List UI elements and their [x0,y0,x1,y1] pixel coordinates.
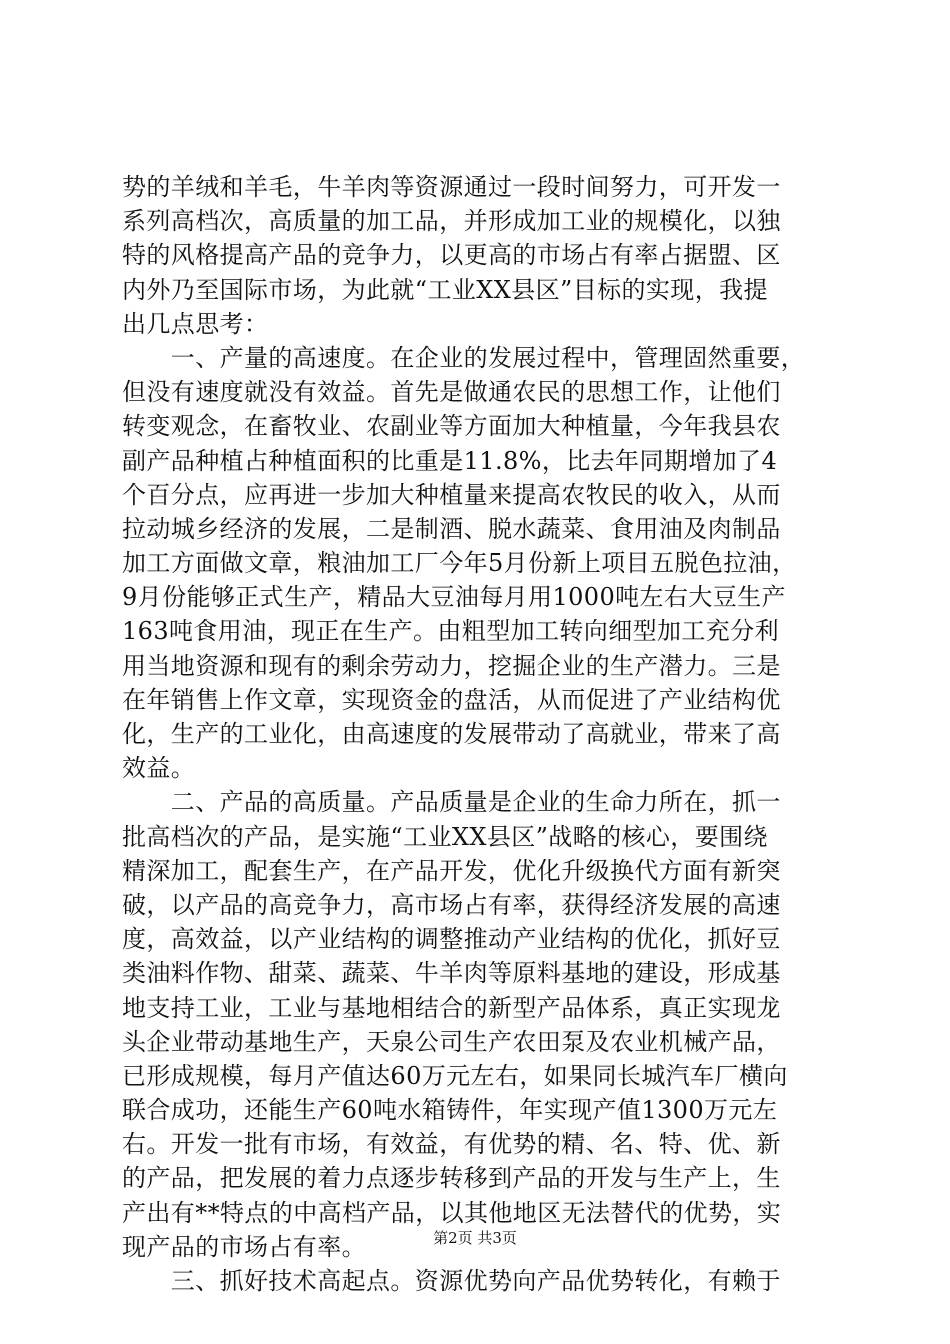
text-line: 个百分点，应再进一步加大种植量来提高农牧民的收入，从而 [122,480,781,509]
text-line: 三、抓好技术高起点。资源优势向产品优势转化，有赖于 [122,1267,781,1295]
text-line: 用当地资源和现有的剩余劳动力，挖掘企业的生产潜力。三是 [122,651,781,680]
text-line: 特的风格提高产品的竞争力，以更高的市场占有率占据盟、区 [122,241,781,270]
text-line: 精深加工，配套生产，在产品开发，优化升级换代方面有新突 [122,856,781,885]
text-line: 产出有**特点的中高档产品，以其他地区无法替代的优势，实 [122,1198,782,1227]
text-line: 系列高档次，高质量的加工品，并形成加工业的规模化，以独 [122,207,781,236]
text-line: 副产品种植占种植面积的比重是11.8%，比去年同期增加了4 [122,446,778,475]
text-line: 内外乃至国际市场，为此就“工业XX县区”目标的实现，我提 [122,275,768,304]
text-line: 一、产量的高速度。在企业的发展过程中，管理固然重要， [122,343,806,372]
text-line: 批高档次的产品，是实施“工业XX县区”战略的核心，要围绕 [122,822,768,851]
text-line: 的产品，把发展的着力点逐步转移到产品的开发与生产上，生 [122,1164,781,1193]
text-line: 地支持工业，工业与基地相结合的新型产品体系，真正实现龙 [122,993,781,1022]
text-line: 类油料作物、甜菜、蔬菜、牛羊肉等原料基地的建设，形成基 [122,959,781,988]
page-footer: 第2页 共3页 [433,1229,517,1247]
text-line: 已形成规模，每月产值达60万元左右，如果同长城汽车厂横向 [122,1061,788,1090]
text-line: 但没有速度就没有效益。首先是做通农民的思想工作，让他们 [122,378,781,407]
text-line: 化，生产的工业化，由高速度的发展带动了高就业，带来了高 [122,720,781,748]
text-line: 加工方面做文章，粮油加工厂今年5月份新上项目五脱色拉油， [122,549,797,578]
document-body [122,170,842,1298]
text-line: 拉动城乡经济的发展，二是制酒、脱水蔬菜、食用油及肉制品 [122,514,781,543]
text-line: 转变观念，在畜牧业、农副业等方面加大种植量，今年我县农 [122,412,781,441]
text-line: 出几点思考： [122,309,269,338]
text-line: 联合成功，还能生产60吨水箱铸件，年实现产值1300万元左 [122,1096,778,1125]
text-line: 右。开发一批有市场，有效益，有优势的精、名、特、优、新 [122,1130,781,1159]
text-line: 现产品的市场占有率。 [122,1232,366,1261]
text-line: 势的羊绒和羊毛，牛羊肉等资源通过一段时间努力，可开发一 [122,173,781,201]
text-line: 163吨食用油，现正在生产。由粗型加工转向细型加工充分利 [122,617,780,646]
text-line: 二、产品的高质量。产品质量是企业的生命力所在，抓一 [122,788,781,817]
text-line: 破，以产品的高竞争力，高市场占有率，获得经济发展的高速 [122,890,781,919]
text-line: 9月份能够正式生产，精品大豆油每月用1000吨左右大豆生产 [122,583,786,612]
text-line: 度，高效益，以产业结构的调整推动产业结构的优化，抓好豆 [122,925,781,954]
text-line: 头企业带动基地生产，天泉公司生产农田泵及农业机械产品， [122,1027,781,1056]
text-line: 效益。 [122,754,196,783]
text-line: 在年销售上作文章，实现资金的盘活，从而促进了产业结构优 [122,685,781,714]
